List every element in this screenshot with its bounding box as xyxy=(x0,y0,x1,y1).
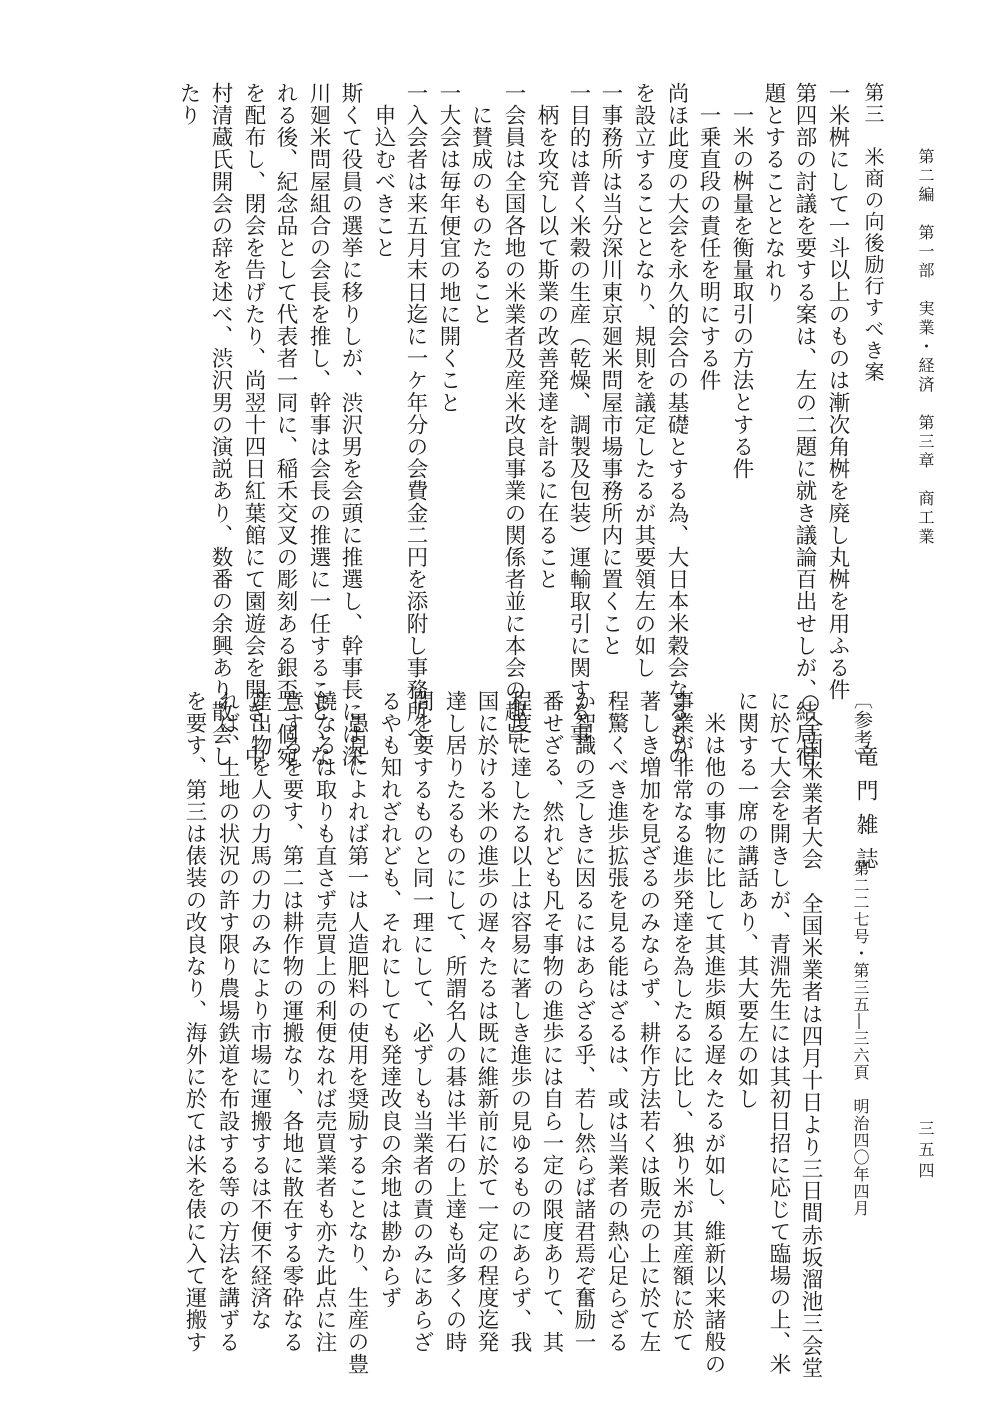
text-line: に賛成のものたること xyxy=(468,104,493,325)
journal-title: 竜門雑誌 xyxy=(853,745,878,881)
text-line: 第四部の討議を要する案は、左の二題に就き議論百出せしが、結局宿 xyxy=(792,82,817,768)
citation: 第二二七号・第三五―三六頁 明治四〇年四月 xyxy=(851,860,870,1217)
text-line: 一米桝にして一斗以上のものは漸次角桝を廃し丸桝を用ふる件 xyxy=(825,82,850,701)
text-line: 番せざる、然れども凡そ事物の進歩には自ら一定の限度ありて、其 xyxy=(539,690,564,1353)
text-line: 川廻米問屋組合の会長を推し、幹事は会長の推選に一任することゝな xyxy=(306,82,331,768)
text-line: 一目的は普く米穀の生産（乾燥、調製及包装）運輸取引に関する事 xyxy=(566,82,591,745)
reference-label: 〔参考〕 xyxy=(851,690,873,769)
section-title: 第三 米商の向後励行すべき案 xyxy=(861,82,885,383)
text-line: 饒なるは取りも直さず売買上の利便なれば売買業者も亦た此点に注 xyxy=(312,690,337,1353)
text-line: 一会員は全国各地の米業者及産米改良事業の関係者並に本会の趣旨 xyxy=(501,82,526,745)
text-line: 愚見によれば第一は人造肥料の使用を奨励することなり、生産の豊 xyxy=(344,712,369,1375)
text-line: たり xyxy=(176,82,201,127)
running-head: 第二編 第一部 実業・経済 第三章 商工業 xyxy=(916,148,935,547)
text-line: れば、土地の状況の許す限り農場鉄道を布設する等の方法を講ずる xyxy=(215,690,240,1353)
text-line: 題とすることとなれり xyxy=(761,82,786,303)
text-line: 申込むべきこと xyxy=(371,104,396,259)
text-line: 米は他の事物に比して其進歩頗る遅々たるが如し、維新以来諸般の xyxy=(701,712,726,1375)
text-line: 尚ほ此度の大会を永久的会合の基礎とする為、大日本米穀会なるもの xyxy=(664,82,689,768)
text-line: 一大会は毎年便宜の地に開くこと xyxy=(436,82,461,414)
text-line: 斯くて役員の選挙に移りしが、渋沢男を会頭に推選し、幹事長には深 xyxy=(338,82,363,768)
text-line: るやも知れざれども、それにしても発達改良の余地は尠からず xyxy=(377,690,402,1309)
text-line: を要す、第三は俵装の改良なり、海外に於ては米を俵に入て運搬す xyxy=(182,690,207,1353)
text-line: 一入会者は来五月末日迄に一ケ年分の会費金二円を添附し事務所へ xyxy=(403,82,428,745)
text-line: 間を要するものと同一理にして、必ずしも当業者の責のみにあらざ xyxy=(409,690,434,1353)
text-line: 柄を攻究し以て斯業の改善発達を計るに在ること xyxy=(534,104,559,591)
page-number: 三五四 xyxy=(916,1120,935,1183)
text-line: 意するを要す、第二は耕作物の運搬なり、各地に散在する零砕なる xyxy=(279,690,304,1353)
text-line: に関する一席の講話あり、其大要左の如し xyxy=(734,690,759,1110)
text-line: 著しき増加を見ざるのみならず、耕作方法若くは販売の上に於て左 xyxy=(636,690,661,1353)
text-line: 村清蔵氏開会の辞を述べ、渋沢男の演説あり、数番の余興あり散会し xyxy=(208,82,233,768)
text-line: 一事務所は当分深川東京廻米問屋市場事務所内に置くこと xyxy=(598,82,623,657)
text-line: 一乗直段の責任を明にする件 xyxy=(696,104,721,392)
text-line: 国に於ける米の進歩の遅々たるは既に維新前に於て一定の程度迄発 xyxy=(474,690,499,1353)
text-line: 一米の桝量を衡量取引の方法とする件 xyxy=(729,104,754,480)
text-line: か智識の乏しきに因るにはあらざる乎、若し然らば諸君焉ぞ奮励一 xyxy=(571,690,596,1353)
text-line: 程驚くべき進歩拡張を見る能はざるは、或は当業者の熱心足らざる xyxy=(604,690,629,1353)
text-line: 産出物を人の力馬の力のみにより市場に運搬するは不便不経済な xyxy=(247,690,272,1331)
text-line: 程度に達したる以上は容易に著しき進歩の見ゆるものにあらず、我 xyxy=(507,690,532,1353)
text-line: ○全国米業者大会 全国米業者は四月十日より三日間赤坂溜池三会堂 xyxy=(798,690,823,1379)
text-line: 達し居りたるものにして、所謂名人の碁は半石の上達も尚多くの時 xyxy=(442,690,467,1353)
text-line: を設立することとなり、規則を議定したるが其要領左の如し xyxy=(631,82,656,679)
text-line: を配布し、閉会を告げたり、尚翌十四日紅葉館にて園遊会を開き、中 xyxy=(241,82,266,768)
text-line: れる後、紀念品として代表者一同に、稲禾交叉の彫刻ある銀盃一個宛 xyxy=(273,82,298,768)
text-line: に於て大会を開きしが、青淵先生には其初日招に応じて臨場の上、米 xyxy=(766,690,791,1376)
text-line: 事業が非常なる進歩発達を為したるに比し、独り米が其産額に於て xyxy=(669,690,694,1353)
